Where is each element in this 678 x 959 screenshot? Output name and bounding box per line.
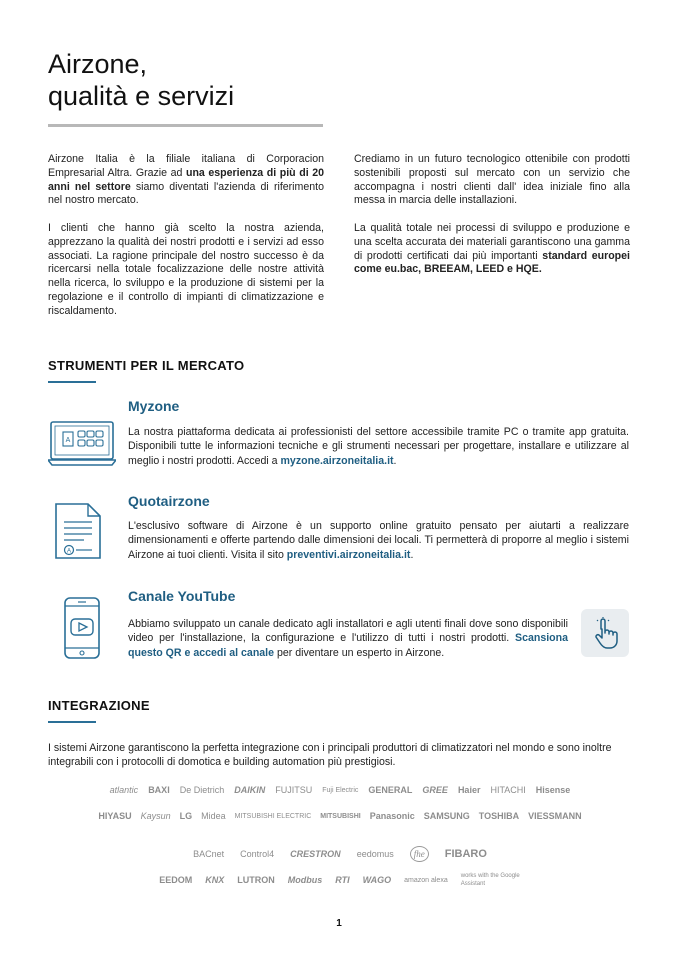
logo: works with the Google Assistant [460, 873, 520, 887]
intro-text: Airzone Italia è la filiale italiana di Corporacion Empresarial Altra. Grazie ad [48, 153, 324, 179]
intro-text: La qualità totale nei processi di sviluppo e produzione e una scelta accurata dei materiali garantiscono una gamma di prodotti certificati dai più importanti [354, 221, 630, 262]
logo: BACnet [193, 849, 225, 859]
logo: FUJITSU [275, 785, 313, 795]
logo: De Dietrich [179, 785, 225, 795]
logo: GREE [422, 785, 448, 795]
title-divider [48, 124, 323, 127]
youtube-text: Abbiamo sviluppato un canale dedicato agli installatori e agli utenti finali dove sono disponibili video per l'installazione, la configurazione e l'utilizzo di tutti i nostri prodotti. [128, 618, 568, 645]
logo: RTI [335, 875, 350, 885]
youtube-qr-link[interactable]: Scansiona questo QR e accedi al canale [128, 632, 568, 659]
logo: MITSUBISHI ELECTRIC [234, 812, 312, 820]
logo: fhe [410, 846, 429, 862]
quotairzone-description [128, 519, 629, 562]
strumenti-heading-rule [48, 381, 96, 383]
svg-text:A: A [66, 548, 72, 555]
quotairzone-title: Quotairzone [128, 493, 210, 509]
strumenti-heading: STRUMENTI PER IL MERCATO [48, 358, 245, 373]
svg-text:A: A [65, 437, 71, 444]
integrazione-heading-rule [48, 721, 96, 723]
logo: KNX [205, 875, 225, 885]
myzone-text-end: . [393, 454, 397, 467]
logo: LUTRON [237, 875, 275, 885]
logo: DAIKIN [234, 785, 266, 795]
logo: LG [179, 811, 193, 821]
intro-right-paragraph-2 [354, 222, 630, 277]
logo: HIYASU [98, 811, 132, 821]
logo: WAGO [362, 875, 392, 885]
logo: EEDOM [159, 875, 193, 885]
tap-qr-button[interactable] [581, 609, 629, 657]
quotairzone-text: L'esclusivo software di Airzone è un supporto online gratuito pensato per aiutarti a realizzare dimensionamenti e offerte partendo dalle dimensioni dei locali. Ti permetterà di proporre al meglio i sistemi Airzone ai tuoi clienti. Visita il sito [128, 520, 629, 561]
logo: atlantic [109, 785, 139, 795]
logo-row-3 [48, 846, 632, 862]
logo-row-2 [48, 811, 632, 821]
logo: TOSHIBA [478, 811, 520, 821]
quotairzone-text-end: . [410, 548, 414, 561]
logo: Hisense [535, 785, 571, 795]
laptop-icon [48, 420, 116, 466]
integrazione-description: I sistemi Airzone garantiscono la perfetta integrazione con i principali produttori di climatizzatori nel mondo e sono inoltre integrabili con i protocolli di domotica e building automation più prestigiosi. [48, 742, 612, 769]
logo: VIESSMANN [528, 811, 582, 821]
logo: Fuji Electric [322, 786, 359, 794]
logo: BAXI [148, 785, 170, 795]
logo: Modbus [287, 875, 323, 885]
integrazione-heading: INTEGRAZIONE [48, 698, 150, 713]
intro-text: siamo diventati l'azienda di riferimento nel nostro mercato. [48, 180, 324, 207]
page-title-line-1: Airzone, [48, 49, 148, 79]
logo-row-4 [48, 872, 632, 888]
page-number: 1 [336, 918, 342, 929]
intro-left-paragraph-1 [48, 153, 324, 208]
page-title-line-2: qualità e servizi [48, 81, 235, 111]
myzone-title: Myzone [128, 398, 180, 414]
logo: Panasonic [369, 811, 415, 821]
logo: Control4 [240, 849, 275, 859]
logo: Haier [457, 785, 481, 795]
intro-left-column [48, 153, 324, 332]
intro-bold-text: standard europei come eu.bac, BREEAM, LEED e HQE. [354, 249, 630, 276]
intro-right-paragraph-1: Crediamo in un futuro tecnologico ottenibile con prodotti sostenibili proposti sul mercato con un servizio che accompagna i nostri clienti dall' idea iniziale fino alla messa in marcia delle installazioni. [354, 153, 630, 207]
logo: Kaysun [140, 811, 171, 821]
page-title [48, 48, 234, 112]
intro-bold-text: una esperienza di più di 20 anni nel settore [48, 166, 324, 193]
logo: CRESTRON [290, 849, 341, 859]
logo: GENERAL [368, 785, 413, 795]
document-icon [52, 502, 104, 560]
logo: SAMSUNG [423, 811, 470, 821]
logo: eedomus [356, 849, 394, 859]
myzone-text: La nostra piattaforma dedicata ai professionisti del settore accessibile tramite PC o tramite app gratuita. Disponibili tutte le informazioni tecniche e gli strumenti necessari per progettare, installare e utilizzare al meglio i nostri prodotti. Accedi a [128, 426, 629, 467]
logo-row-1 [48, 785, 632, 795]
logo: FIBARO [444, 848, 487, 860]
intro-right-column [354, 153, 630, 291]
intro-left-paragraph-2: I clienti che hanno già scelto la nostra azienda, apprezzano la qualità dei nostri prodotti e i servizi ad esso associati. La ragione principale del nostro successo è da ricercarsi nella totale focalizzazione delle nostre attività nella ricerca, lo sviluppo e la produzione di sistemi per la regolazione e il controllo di impianti di climatizzazione e riscaldamento. [48, 221, 324, 317]
youtube-text-end: per diventare un esperto in Airzone. [274, 646, 445, 659]
youtube-title: Canale YouTube [128, 588, 236, 604]
smartphone-video-icon [62, 596, 102, 660]
logo: Midea [201, 811, 226, 821]
myzone-description [128, 425, 629, 468]
hand-tap-icon [591, 617, 619, 649]
quotairzone-link[interactable]: preventivi.airzoneitalia.it [286, 548, 411, 561]
youtube-description [128, 617, 568, 660]
logo: amazon alexa [404, 876, 448, 884]
logo: MITSUBISHI [320, 812, 361, 820]
myzone-link[interactable]: myzone.airzoneitalia.it [280, 454, 394, 467]
logo: HITACHI [490, 785, 526, 795]
